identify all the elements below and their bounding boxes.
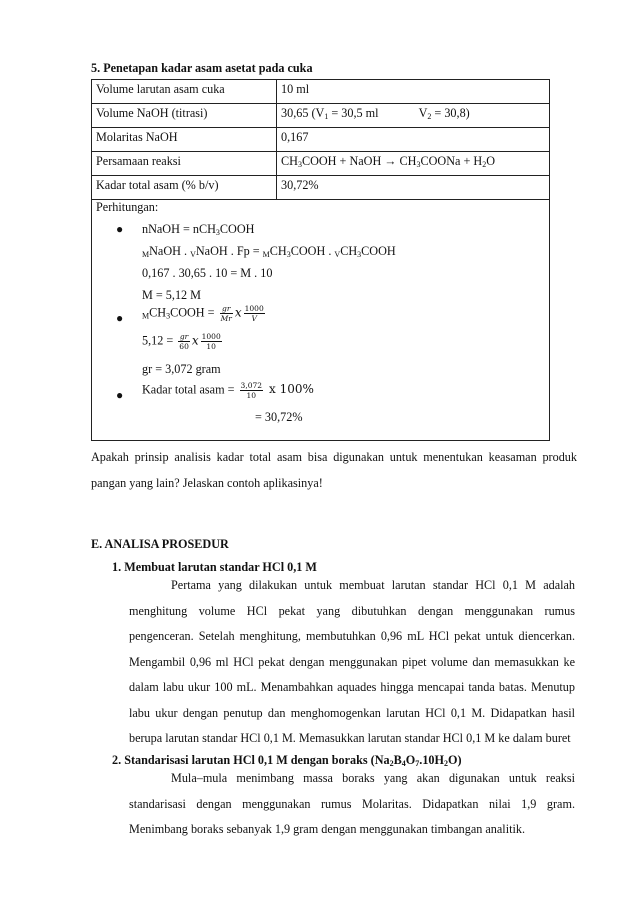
calc-formula: 5,12 = $\frac{gr}{60}$ x $\frac{1000}{10}$ — [142, 332, 221, 351]
data-table — [91, 79, 550, 200]
table-cell: Volume larutan asam cuka — [92, 80, 277, 104]
table-cell: 30,72% — [277, 176, 550, 200]
table-cell: $CH_3COOH$ + NaOH → $CH_3COONa + H_2O$ — [277, 152, 550, 176]
calc-line: nNaOH = nCH$_3$COOH — [142, 222, 255, 237]
table-row — [92, 104, 550, 128]
calc-result: = 30,72% — [255, 410, 303, 424]
bullet-icon: ● — [116, 222, 124, 236]
bullet-icon: ● — [116, 311, 124, 325]
calc-formula: $_MCH_3COOH$ = $\frac{gr}{Mr}$ x $\frac{1000}{V}$ — [142, 304, 264, 323]
item2-paragraph: Mula–mula menimbang massa boraks yang akan digunakan untuk reaksi standarisasi dengan menggunakan rumus Molaritas. Didapatkan nilai 1,9 gram. Menimbang boraks sebanyak 1,9 gram dengan menggunakan timbangan analitik. — [129, 771, 575, 836]
item1-title: 1. Membuat larutan standar HCl 0,1 M — [112, 560, 317, 574]
table-row — [92, 152, 550, 176]
table-cell: 30,65 ($V_1 = 30,5$ ml $V_2 = 30,8$) — [277, 104, 550, 128]
item2-title: 2. Standarisasi larutan HCl 0,1 M dengan boraks $(Na_2B_4O_7.10H_2O)$ — [112, 753, 462, 768]
table-cell: Persamaan reaksi — [92, 152, 277, 176]
calc-line: gr = 3,072 gram — [142, 362, 221, 376]
section-title: 5. Penetapan kadar asam asetat pada cuka — [91, 61, 313, 75]
calc-formula: Kadar total asam = $\frac{3,072}{10}$ x 100% — [142, 381, 314, 400]
table-cell: Kadar total asam (% b/v) — [92, 176, 277, 200]
calc-line: 0,167 . 30,65 . 10 = M . 10 — [142, 266, 273, 280]
table-cell: Volume NaOH (titrasi) — [92, 104, 277, 128]
question-text: Apakah prinsip analisis kadar total asam bisa digunakan untuk menentukan keasaman produk pangan yang lain? Jelaskan contoh aplikasinya! — [91, 450, 577, 490]
calc-line: M = 5,12 M — [142, 288, 202, 302]
calc-heading: Perhitungan: — [96, 200, 159, 214]
table-row — [92, 128, 550, 152]
table-row — [92, 80, 550, 104]
table-cell: 0,167 — [277, 128, 550, 152]
section-e-heading: E. ANALISA PROSEDUR — [91, 537, 229, 551]
calc-line: $_M$NaOH . $_V$NaOH . $Fp = _MCH_3COOH$ . $_VCH_3COOH$ — [142, 244, 396, 259]
bullet-icon: ● — [116, 388, 124, 402]
calculation-box — [91, 196, 550, 441]
table-cell: 10 ml — [277, 80, 550, 104]
item1-paragraph: Pertama yang dilakukan untuk membuat larutan standar HCl 0,1 M adalah menghitung volume HCl pekat yang dibutuhkan dengan menggunakan rumus pengenceran. Setelah menghitung, membutuhkan 0,96 mL HCl pekat untuk diencerkan. Mengambil 0,96 ml HCl pekat dengan menggunakan pipet volume dan memasukkan ke dalam labu ukur 100 mL. Menambahkan aquades hingga mencapai tanda batas. Menutup labu ukur dengan penutup dan menghomogenkan larutan HCl 0,1 M. Didapatkan hasil berupa larutan standar HCl 0,1 M. Memasukkan larutan standar HCl 0,1 M ke dalam buret — [129, 578, 575, 745]
table-cell: Molaritas NaOH — [92, 128, 277, 152]
